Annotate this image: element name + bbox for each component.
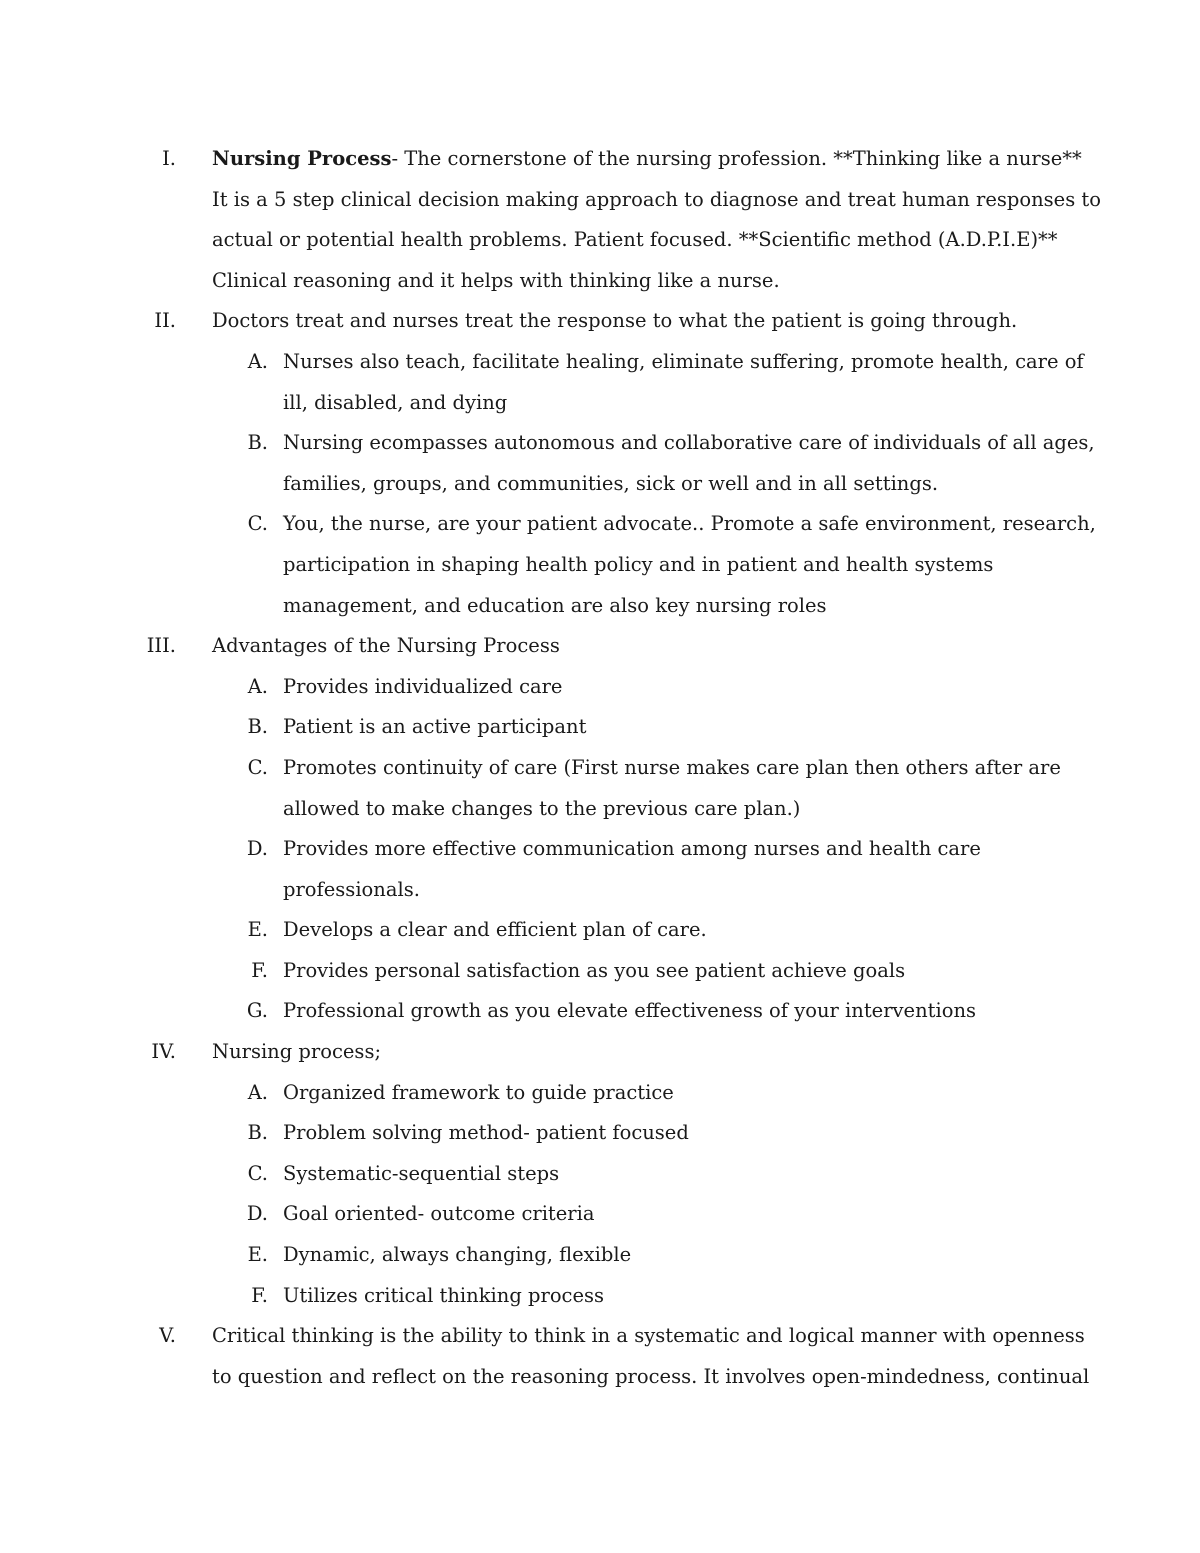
section-line [0,1357,1200,1398]
list-item-line [0,1194,1200,1235]
section-numeral: II. [154,309,176,333]
section-line [0,1032,1200,1073]
list-item-line [0,423,1200,464]
section-text-content: actual or potential health problems. Patient focused. **Scientific method (A.D.P.I.E)** [212,228,1058,252]
list-item-line [0,870,1200,911]
list-item-line [0,383,1200,424]
list-item-text: allowed to make changes to the previous care plan.) [283,796,801,820]
list-item-text: Provides personal satisfaction as you see patient achieve goals [283,958,906,982]
list-item-text: families, groups, and communities, sick or well and in all settings. [283,471,939,495]
list-item-text: Organized framework to guide practice [283,1080,674,1104]
list-item-letter: G. [246,999,268,1023]
list-item-text: Utilizes critical thinking process [283,1283,605,1307]
list-item-line [0,910,1200,951]
section-line [0,180,1200,221]
list-item-letter: F. [251,958,268,982]
section-line [0,626,1200,667]
section-line [0,139,1200,180]
list-item-line [0,829,1200,870]
section-text [212,220,1058,261]
section-line [0,261,1200,302]
section-numeral: IV. [151,1040,176,1064]
section-text [212,626,560,667]
list-item-letter: C. [247,512,268,536]
list-item-line [0,464,1200,505]
list-item-letter: B. [247,431,268,455]
section-text-content: - The cornerstone of the nursing profession. **Thinking like a nurse** [391,147,1082,170]
section-heading: Nursing Process [212,147,392,170]
list-item-line [0,1154,1200,1195]
section-text [212,1316,1085,1357]
list-item-text: Goal oriented- outcome criteria [283,1202,595,1226]
list-item-line [0,545,1200,586]
list-item-line [0,667,1200,708]
list-item-text: Provides individualized care [283,674,563,698]
list-item-text: You, the nurse, are your patient advocate.. Promote a safe environment, research, [283,512,1096,536]
list-item-text: management, and education are also key nursing roles [283,593,827,617]
list-item-text: Professional growth as you elevate effectiveness of your interventions [283,999,977,1023]
list-item-line [0,1276,1200,1317]
section-text [212,301,1017,342]
list-item-line [0,951,1200,992]
section-text-content: Critical thinking is the ability to think in a systematic and logical manner with openness [212,1324,1085,1348]
section-text [212,1357,1089,1398]
list-item-text: Patient is an active participant [283,715,587,739]
list-item-text: Promotes continuity of care (First nurse makes care plan then others after are [283,755,1061,779]
section-text-content: Doctors treat and nurses treat the response to what the patient is going through. [212,309,1018,333]
list-item-text: Nursing ecompasses autonomous and collaborative care of individuals of all ages, [283,431,1095,455]
list-item-letter: A. [247,674,268,698]
list-item-line [0,1073,1200,1114]
list-item-text: participation in shaping health policy and in patient and health systems [283,552,994,576]
list-item-text: Nurses also teach, facilitate healing, eliminate suffering, promote health, care of [283,349,1084,373]
list-item-line [0,991,1200,1032]
list-item-text: Dynamic, always changing, flexible [283,1243,632,1267]
section-text-content: Advantages of the Nursing Process [212,634,560,658]
list-item-letter: D. [246,837,268,861]
section-line [0,1316,1200,1357]
section-line [0,301,1200,342]
section-numeral: V. [159,1324,176,1348]
list-item-letter: B. [247,1121,268,1145]
section-text [212,261,780,302]
list-item-line [0,504,1200,545]
list-item-letter: E. [247,1243,268,1267]
section-text [212,180,1101,221]
list-item-text: professionals. [283,877,420,901]
list-item-letter: C. [247,1161,268,1185]
list-item-letter: B. [247,715,268,739]
list-item-line [0,707,1200,748]
list-item-text: Problem solving method- patient focused [283,1121,689,1145]
section-text-content: Clinical reasoning and it helps with thinking like a nurse. [212,268,780,292]
list-item-letter: E. [247,918,268,942]
section-numeral: I. [162,147,176,170]
list-item-line [0,1235,1200,1276]
list-item-letter: C. [247,755,268,779]
list-item-letter: A. [247,1080,268,1104]
list-item-text: Develops a clear and efficient plan of care. [283,918,707,942]
list-item-letter: D. [246,1202,268,1226]
section-numeral: III. [146,634,176,658]
section-line [0,220,1200,261]
list-item-line [0,1113,1200,1154]
section-text [212,139,1082,180]
list-item-text: Systematic-sequential steps [283,1161,560,1185]
section-text-content: Nursing process; [212,1040,382,1064]
section-text [212,1032,381,1073]
nursing-outline [0,139,1200,1397]
list-item-text: Provides more effective communication among nurses and health care [283,837,981,861]
list-item-line [0,748,1200,789]
list-item-letter: A. [247,349,268,373]
section-text-content: It is a 5 step clinical decision making approach to diagnose and treat human responses to [212,187,1101,211]
list-item-letter: F. [251,1283,268,1307]
list-item-line [0,586,1200,627]
list-item-text: ill, disabled, and dying [283,390,508,414]
section-text-content: to question and reflect on the reasoning process. It involves open-mindedness, continual [212,1364,1090,1388]
list-item-line [0,789,1200,830]
list-item-line [0,342,1200,383]
